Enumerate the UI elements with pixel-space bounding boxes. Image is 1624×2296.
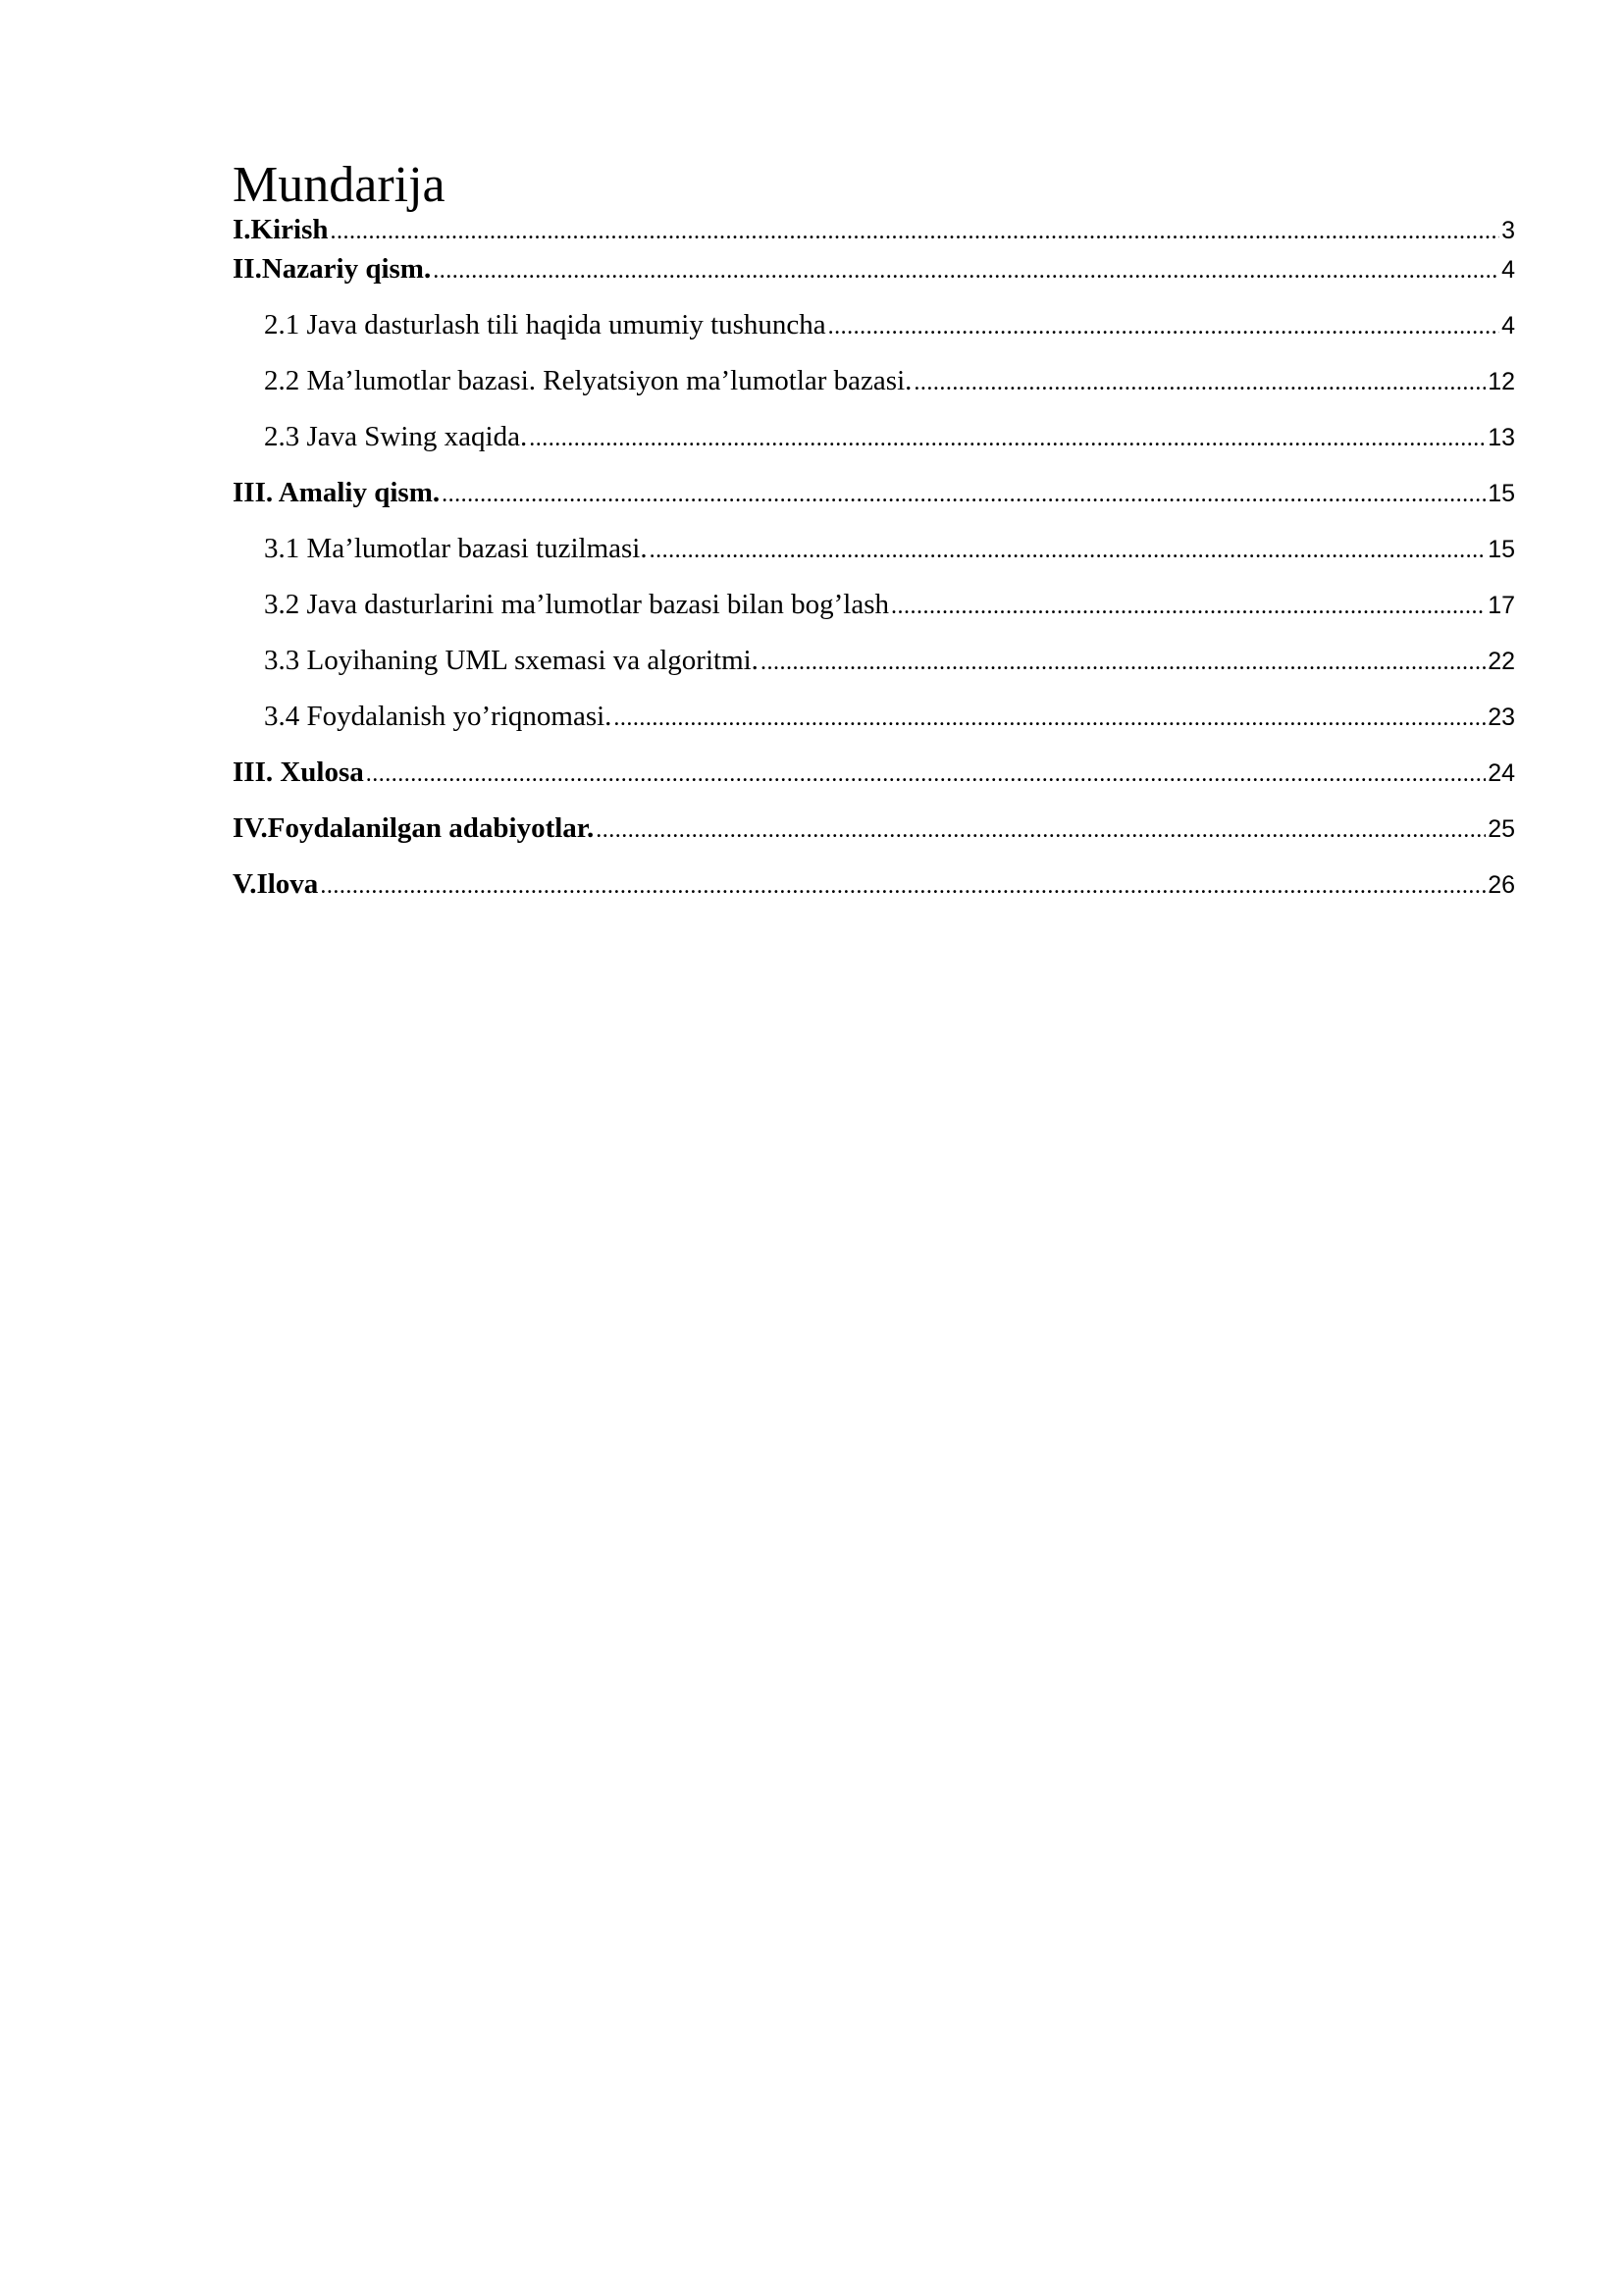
toc-entry-label: 3.1 Ma’lumotlar bazasi tuzilmasi. [264,533,648,564]
toc-entry-page: 15 [1488,536,1515,563]
toc-entry-page: 26 [1488,871,1515,899]
toc-dot-leader [433,258,1499,285]
toc-entry-page: 3 [1501,217,1515,244]
toc-entry-xulosa[interactable] [233,757,1515,812]
toc-dot-leader [613,705,1486,732]
toc-entry-label: 2.3 Java Swing xaqida. [264,421,528,452]
toc-dot-leader [331,219,1500,245]
toc-entry-amaliy-qism[interactable] [233,477,1515,533]
toc-dot-leader [891,594,1486,620]
toc-entry-page: 4 [1501,256,1515,284]
toc-entry-3-3[interactable] [233,645,1515,701]
toc-dot-leader [596,817,1486,844]
table-of-contents [233,157,1515,924]
toc-entry-label: 2.1 Java dasturlash tili haqida umumiy tushuncha [264,309,826,340]
toc-entry-page: 13 [1488,424,1515,451]
toc-entry-label: 3.2 Java dasturlarini ma’lumotlar bazasi bilan bog’lash [264,589,890,620]
toc-entry-nazariy-qism[interactable] [233,253,1515,309]
toc-entry-label: I.Kirish [233,214,329,245]
toc-entry-page: 23 [1488,704,1515,731]
toc-dot-leader [760,650,1486,676]
toc-entry-page: 17 [1488,592,1515,619]
toc-list [233,214,1515,924]
toc-entry-2-3[interactable] [233,421,1515,477]
toc-entry-2-2[interactable] [233,365,1515,421]
toc-entry-label: 3.4 Foydalanish yo’riqnomasi. [264,701,612,732]
toc-entry-ilova[interactable] [233,868,1515,924]
toc-dot-leader [366,761,1486,788]
toc-dot-leader [914,370,1486,396]
toc-entry-label: IV.Foydalanilgan adabiyotlar. [233,812,595,844]
toc-entry-3-1[interactable] [233,533,1515,589]
toc-entry-page: 15 [1488,480,1515,507]
toc-entry-label: II.Nazariy qism. [233,253,432,285]
toc-entry-page: 12 [1488,368,1515,395]
toc-entry-page: 25 [1488,815,1515,843]
toc-dot-leader [529,426,1486,452]
toc-entry-label: V.Ilova [233,868,319,900]
toc-entry-label: III. Amaliy qism. [233,477,441,508]
toc-entry-adabiyotlar[interactable] [233,812,1515,868]
toc-dot-leader [320,873,1486,900]
toc-dot-leader [828,314,1499,340]
toc-entry-page: 22 [1488,648,1515,675]
toc-entry-3-2[interactable] [233,589,1515,645]
toc-entry-page: 4 [1501,312,1515,339]
toc-entry-2-1[interactable] [233,309,1515,365]
toc-dot-leader [442,482,1486,508]
toc-entry-3-4[interactable] [233,701,1515,757]
toc-entry-kirish[interactable] [233,214,1515,253]
toc-title: Mundarija [233,157,445,213]
toc-entry-label: 3.3 Loyihaning UML sxemasi va algoritmi. [264,645,759,676]
toc-entry-label: III. Xulosa [233,757,364,788]
toc-entry-label: 2.2 Ma’lumotlar bazasi. Relyatsiyon ma’lumotlar bazasi. [264,365,913,396]
toc-entry-page: 24 [1488,759,1515,787]
toc-dot-leader [650,538,1487,564]
